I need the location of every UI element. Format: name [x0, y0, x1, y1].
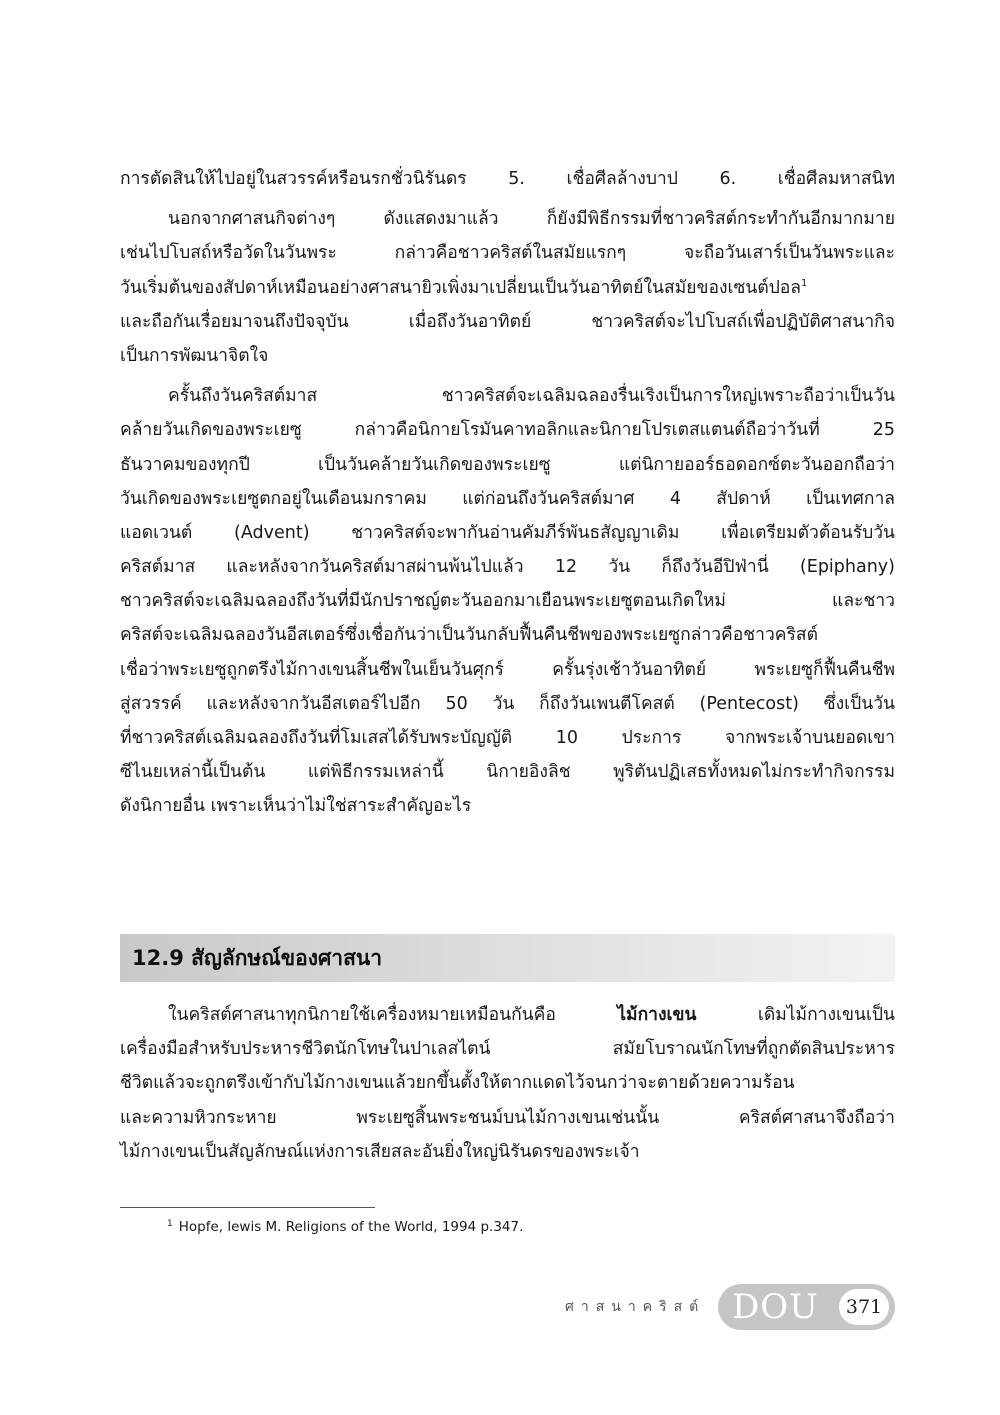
paragraph-line: แอดเวนต์ (Advent) ชาวคริสต์จะพากันอ่านคัมภีร์พันธสัญญาเดิม เพื่อเตรียมตัวต้อนรับวัน — [120, 522, 895, 543]
paragraph-line: เชื่อว่าพระเยซูถูกตรึงไม้กางเขนสิ้นชีพในเย็นวันศุกร์ ครั้นรุ่งเช้าวันอาทิตย์ พระเยซูก็ฟื้นคืนชีพ — [120, 659, 895, 680]
paragraph-line: และความหิวกระหาย พระเยซูสิ้นพระชนม์บนไม้กางเขนเช่นนั้น คริสต์ศาสนาจึงถือว่า — [120, 1107, 895, 1128]
paragraph-line: สู่สวรรค์ และหลังจากวันอีสเตอร์ไปอีก 50 วัน ก็ถึงวันเพนตีโคสต์ (Pentecost) ซึ่งเป็นวัน — [120, 693, 895, 714]
brand-logo: DOU — [732, 1287, 819, 1327]
paragraph-line: ซีไนยเหล่านี้เป็นต้น แต่พิธีกรรมเหล่านี้ นิกายอิงลิช พูริตันปฏิเสธทั้งหมดไม่กระทำกิจกรรม — [120, 762, 895, 783]
paragraph-line: เช่นไปโบสถ์หรือวัดในวันพระ กล่าวคือชาวคริสต์ในสมัยแรกๆ จะถือวันเสาร์เป็นวันพระและ — [120, 243, 895, 264]
emphasis-term: ไม้กางเขน — [617, 1005, 697, 1025]
paragraph-line: คล้ายวันเกิดของพระเยซู กล่าวคือนิกายโรมันคาทอลิกและนิกายโปรเตสแตนต์ถือว่าวันที่ 25 — [120, 420, 895, 441]
paragraph-line — [120, 998, 895, 1032]
paragraph-line: ชาวคริสต์จะเฉลิมฉลองถึงวันที่มีนักปราชญ์ตะวันออกมาเยือนพระเยซูตอนเกิดใหม่ และชาว — [120, 591, 895, 612]
footnote — [167, 1217, 523, 1237]
paragraph-line-text: ในคริสต์ศาสนาทุกนิกายใช้เครื่องหมายเหมือนกันคือ — [168, 1005, 618, 1025]
paragraph-line-text: วันเริ่มต้นของสัปดาห์เหมือนอย่างศาสนายิวเพิ่งมาเปลี่ยนเป็นวันอาทิตย์ในสมัยของเซนต์ปอล — [120, 277, 802, 298]
paragraph-line: ไม้กางเขนเป็นสัญลักษณ์แห่งการเสียสละอันยิ่งใหญ่นิรันดรของพระเจ้า — [120, 1141, 640, 1162]
section-title: 12.9 สัญลักษณ์ของศาสนา — [132, 946, 383, 970]
paragraph-line: การตัดสินให้ไปอยู่ในสวรรค์หรือนรกชั่วนิรันดร 5. เชื่อศีลล้างบาป 6. เชื่อศีลมหาสนิท — [120, 169, 895, 189]
section-heading-bar — [120, 934, 895, 982]
paragraph-line: เครื่องมือสำหรับประหารชีวิตนักโทษในปาเลสไตน์ สมัยโบราณนักโทษที่ถูกตัดสินประหาร — [120, 1039, 895, 1060]
paragraph-line: ดังนิกายอื่น เพราะเห็นว่าไม่ใช่สาระสำคัญอะไร — [120, 796, 472, 817]
paragraph-line: และถือกันเรื่อยมาจนถึงปัจจุบัน เมื่อถึงวันอาทิตย์ ชาวคริสต์จะไปโบสถ์เพื่อปฏิบัติศาสนากิจ — [120, 311, 895, 332]
paragraph-line: ชีวิตแล้วจะถูกตรึงเข้ากับไม้กางเขนแล้วยกขึ้นตั้งให้ตากแดดไว้จนกว่าจะตายด้วยความร้อน — [120, 1073, 795, 1094]
body-text-top — [120, 162, 895, 824]
paragraph-line: นอกจากศาสนกิจต่างๆ ดังแสดงมาแล้ว ก็ยังมีพิธีกรรมที่ชาวคริสต์กระทำกันอีกมากมาย — [168, 209, 895, 230]
paragraph-line: คริสต์จะเฉลิมฉลองวันอีสเตอร์ซึ่งเชื่อกันว่าเป็นวันกลับฟื้นคืนชีพของพระเยซูกล่าวคือชาวคริสต์ — [120, 625, 818, 646]
paragraph-line: เป็นการพัฒนาจิตใจ — [120, 345, 269, 366]
footer-badge — [718, 1284, 895, 1330]
footnote-text: Hopfe, lewis M. Religions of the World, 1994 p.347. — [178, 1219, 524, 1235]
paragraph-line: ที่ชาวคริสต์เฉลิมฉลองถึงวันที่โมเสสได้รับพระบัญญัติ 10 ประการ จากพระเจ้าบนยอดเขา — [120, 728, 895, 748]
paragraph-line: คริสต์มาส และหลังจากวันคริสต์มาสผ่านพ้นไปแล้ว 12 วัน ก็ถึงวันอีปิฟ่านี่ (Epiphany) — [120, 557, 895, 578]
paragraph-line: ธันวาคมของทุกปี เป็นวันคล้ายวันเกิดของพระเยซู แต่นิกายออร์ธอดอกซ์ตะวันออกถือว่า — [120, 454, 895, 475]
body-text-bottom — [120, 998, 895, 1169]
footnote-divider — [120, 1207, 375, 1208]
running-footer-title: ศาสนาคริสต์ — [565, 1299, 706, 1315]
paragraph-line — [120, 271, 895, 305]
paragraph-line: ครั้นถึงวันคริสต์มาส ชาวคริสต์จะเฉลิมฉลองรื่นเริงเป็นการใหญ่เพราะถือว่าเป็นวัน — [168, 386, 895, 407]
footnote-reference[interactable]: 1 — [801, 277, 808, 289]
paragraph-line: วันเกิดของพระเยซูตกอยู่ในเดือนมกราคม แต่ก่อนถึงวันคริสต์มาศ 4 สัปดาห์ เป็นเทศกาล — [120, 488, 895, 509]
page-number: 371 — [839, 1289, 889, 1325]
paragraph-line-text: เดิมไม้กางเขนเป็น — [696, 1005, 895, 1025]
footnote-mark: 1 — [167, 1218, 173, 1229]
